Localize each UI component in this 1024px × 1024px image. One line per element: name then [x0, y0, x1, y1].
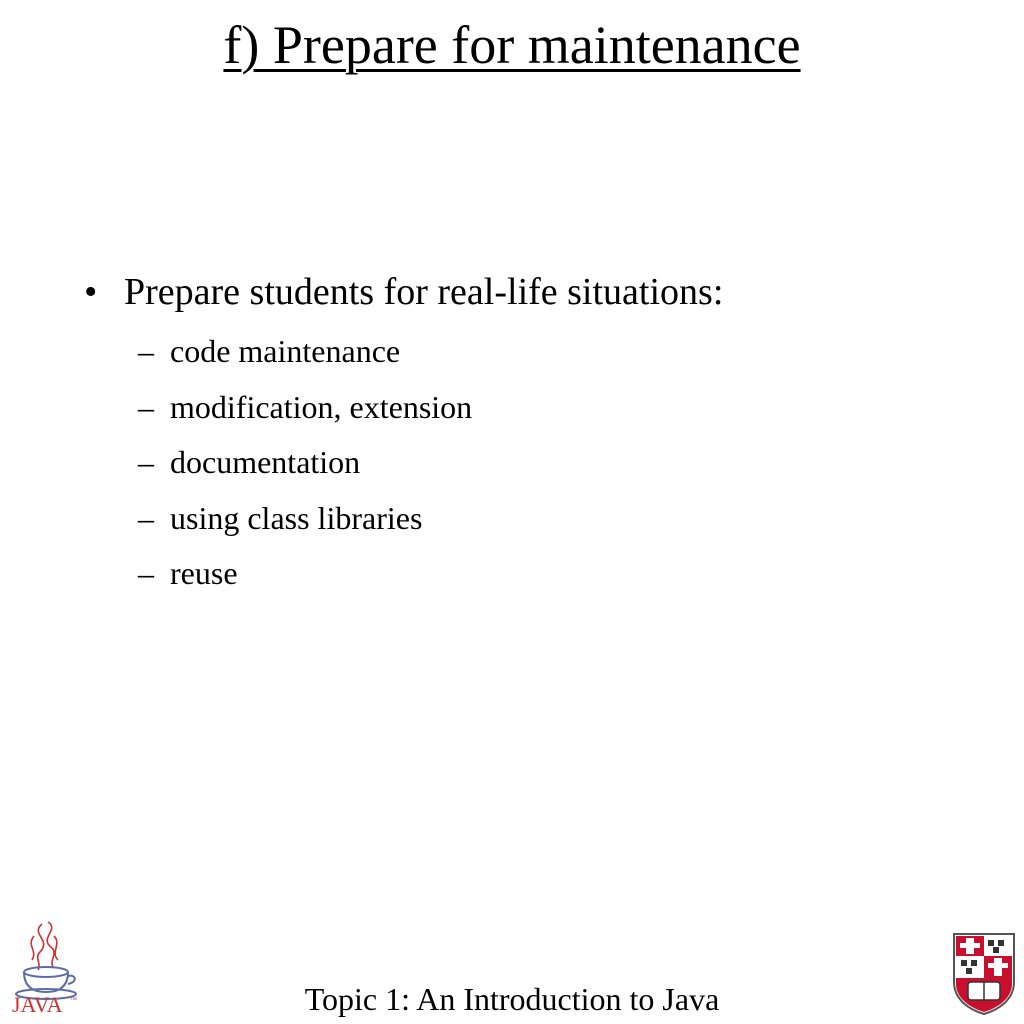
- slide-content: [84, 266, 984, 602]
- java-trademark: ™: [70, 997, 77, 1004]
- slide-title-text: f) Prepare for maintenance: [223, 15, 801, 75]
- sub-bullet-marker: –: [138, 444, 154, 480]
- sub-bullet-marker: –: [138, 388, 154, 425]
- sub-bullet-item: [138, 324, 984, 380]
- slide-footer: Topic 1: An Introduction to Java: [304, 981, 720, 1017]
- sub-bullet-text: modification, extension: [170, 388, 473, 425]
- main-bullet: [84, 266, 984, 318]
- sub-bullet-item: [138, 546, 984, 602]
- sub-bullet-item: [138, 435, 984, 491]
- sub-bullet-text: documentation: [170, 444, 361, 480]
- java-logo-text: JAVA: [12, 992, 63, 1017]
- sub-bullet-marker: –: [138, 333, 154, 369]
- sub-bullet-item: [138, 491, 984, 547]
- sub-bullet-text: reuse: [170, 555, 238, 591]
- sub-bullet-text: using class libraries: [170, 499, 423, 536]
- sub-bullet-list: [84, 324, 984, 602]
- bullet-marker: •: [84, 271, 98, 313]
- sub-bullet-text: code maintenance: [170, 333, 401, 369]
- sub-bullet-marker: –: [138, 555, 154, 591]
- slide-title: [0, 10, 1024, 80]
- main-bullet-text: Prepare students for real-life situations:: [124, 271, 724, 313]
- sub-bullet-item: [138, 380, 984, 436]
- sub-bullet-marker: –: [138, 499, 154, 536]
- steam-icon: [31, 922, 58, 970]
